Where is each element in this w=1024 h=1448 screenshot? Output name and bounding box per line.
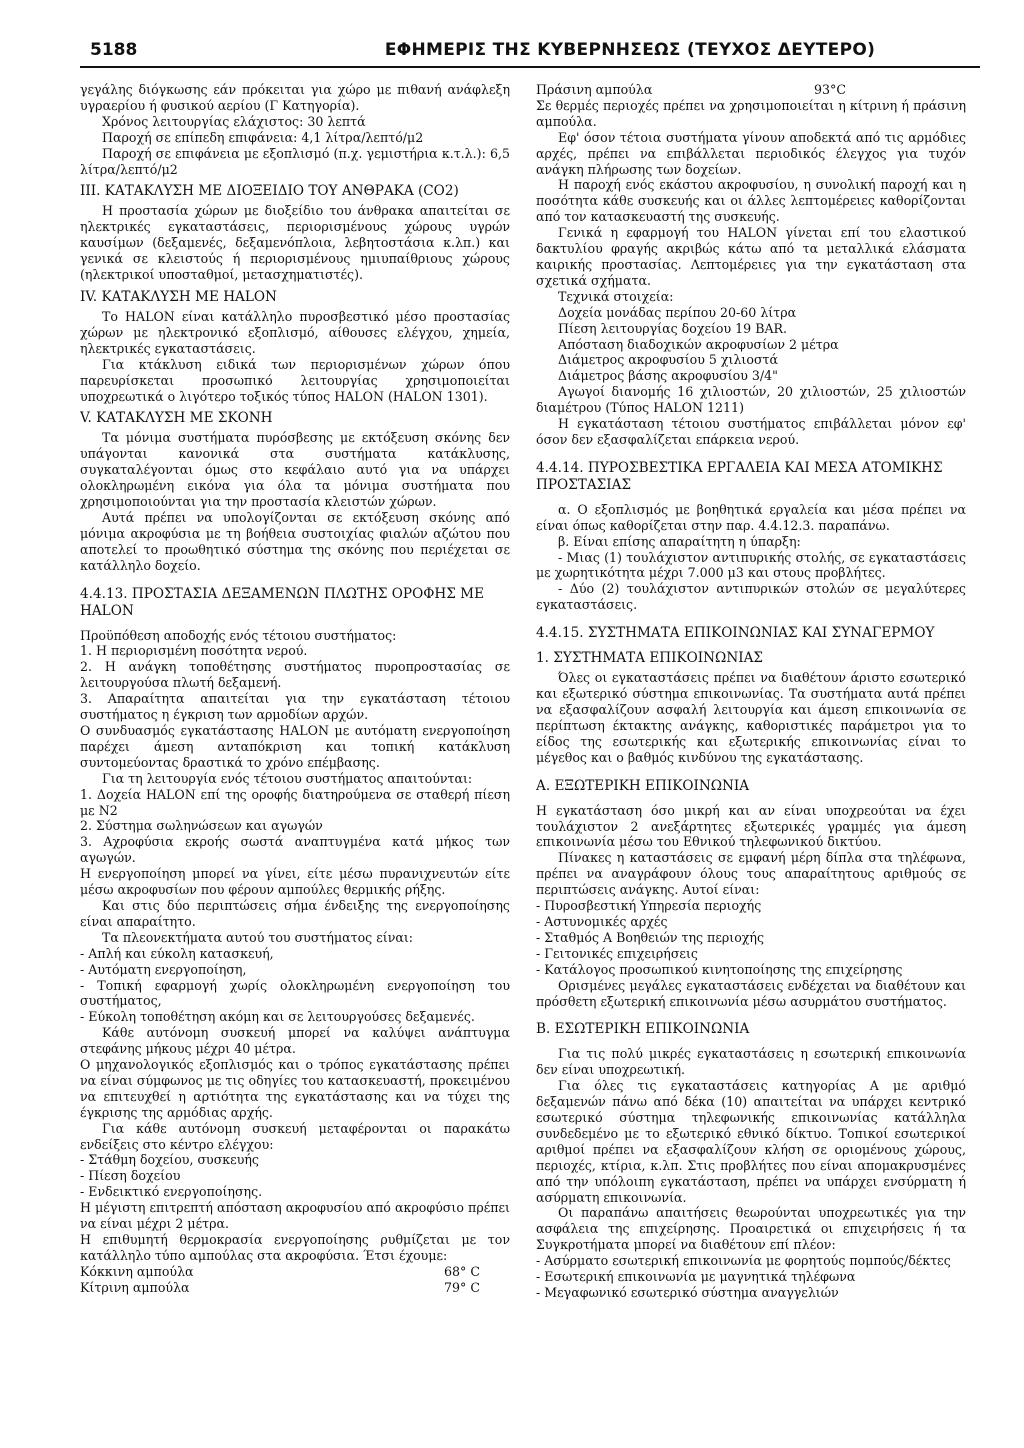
temperature-row [536, 82, 966, 98]
paragraph: Απόσταση διαδοχικών ακροφυσίων 2 μέτρα [558, 336, 839, 352]
paragraph: Χρόνος λειτουργίας ελάχιστος: 30 λεπτά [102, 113, 366, 129]
section-heading: Β. ΕΣΩΤΕΡΙΚΗ ΕΠΙΚΟΙΝΩΝΙΑ [536, 1021, 750, 1038]
paragraph: Η εγκατάσταση όσο μικρή και αν είναι υποχρεούται να έχει τουλάχιστον 2 ανεξάρτητες εξωτερικές γραμμές για άμεση επικοινωνία μέσω του Εθνικού τηλεφωνικού δικτύου. [536, 802, 966, 850]
paragraph: 1. Δοχεία HALON επί της οροφής διατηρούμενα σε σταθερή πίεση με N2 [80, 786, 510, 818]
section-heading: III. ΚΑΤΑΚΛΥΣΗ ΜΕ ΔΙΟΞΕΙΔΙΟ ΤΟΥ ΑΝΘΡΑΚΑ (CO2) [80, 183, 459, 200]
paragraph: Παροχή σε επιφάνεια με εξοπλισμό (π.χ. γεμιστήρια κ.τ.λ.): 6,5 λίτρα/λεπτό/μ2 [80, 145, 510, 177]
temperature-value: 93°C [814, 82, 846, 97]
paragraph: Για κτάκλυση ειδικά των περιορισμένων χώρων όπου παρευρίσκεται προσωπικό λειτουργίας χρησιμοποιείται υποχρεωτικά ο λιγότερο τοξικός τύπος HALON (HALON 1301). [80, 356, 510, 404]
paragraph: Η ενεργοποίηση μπορεί να γίνει, είτε μέσω πυρανιχνευτών είτε μέσω ακροφυσίων που φέρουν αμπούλες θερμικής ρήξης. [80, 866, 510, 898]
paragraph: - Τοπική εφαρμογή χωρίς ολοκληρωμένη ενεργοποίηση του συστήματος, [80, 977, 510, 1009]
paragraph: 1. Η περιορισμένη ποσότητα νερού. [80, 643, 308, 659]
paragraph: Η επιθυμητή θερμοκρασία ενεργοποίησης ρυθμίζεται με τον κατάλληλο τύπο αμπούλας στα ακροφύσια. Έτσι έχουμε: [80, 1232, 510, 1263]
paragraph: - Κατάλογος προσωπικού κινητοποίησης της επιχείρησης [536, 961, 903, 977]
temperature-label: Πράσινη αμπούλα [536, 82, 653, 97]
paragraph: Η προστασία χώρων με διοξείδιο του άνθρακα απαιτείται σε ηλεκτρικές εγκαταστάσεις, περιορισμένους χώρους υγρών καυσίμων (δεξαμενές, δεξαμενόπλοια, λεβητοστάσια κ.λπ.) και γενικά σε κλειστούς ή περιορισμένους ημιυπαίθριους χώρους (ηλεκτρικοί υποσταθμοί, μετασχηματιστές). [80, 203, 510, 283]
paragraph: Γενικά η εφαρμογή του HALON γίνεται επί του ελαστικού δακτυλίου φραγής ακριβώς κάτω από τα μεταλλικά ελάσματα καιρικής προστασίας. Λεπτομέρειες για την εγκατάσταση στα σχετικά σχήματα. [536, 225, 966, 288]
paragraph: Τα μόνιμα συστήματα πυρόσβεσης με εκτόξευση σκόνης δεν υπάγονται κανονικά στα συστήματα κατάκλυσης, συγκαταλέγονται όμως στο κεφάλαιο αυτό για να υπάρχει ολοκληρωμένη εικόνα για όλα τα μόνιμα συστήματα που χρησιμοποιούνται για την προστασία κλειστών χώρων. [80, 430, 510, 510]
paragraph: - Αυτόματη ενεργοποίηση, [80, 961, 247, 977]
right-column [536, 82, 966, 1422]
paragraph: 3. Απαραίτητα απαιτείται για την εγκατάσταση τέτοιου συστήματος η έγκριση των αρμοδίων αρχών. [80, 691, 510, 723]
section-heading: IV. ΚΑΤΑΚΛΥΣΗ ΜΕ HALON [80, 288, 277, 305]
paragraph: Πίνακες η καταστάσεις σε εμφανή μέρη δίπλα στα τηλέφωνα, πρέπει να αναγράφουν όλους τους απαραίτητους αριθμούς σε περιπτώσεις ανάγκης. Αυτοί είναι: [536, 850, 966, 898]
section-heading: 4.4.13. ΠΡΟΣΤΑΣΙΑ ΔΕΞΑΜΕΝΩΝ ΠΛΩΤΗΣ ΟΡΟΦΗΣ ΜΕ HALON [80, 585, 484, 619]
paragraph: Ο συνδυασμός εγκατάστασης HALON με αυτόματη ενεργοποίηση παρέχει άμεση ανταπόκριση και τοπική κατάκλυση συντομεύοντας δραστικά το χρόνο επέμβασης. [80, 723, 510, 770]
temperature-value: 68° C [444, 1263, 480, 1279]
paragraph: - Μιας (1) τουλάχιστον αντιπυρικής στολής, σε εγκαταστάσεις με χωρητικότητα μέχρι 7.000 μ3 και στους προβλήτες. [536, 549, 966, 581]
temperature-row [80, 1264, 510, 1280]
paragraph: Παροχή σε επίπεδη επιφάνεια: 4,1 λίτρα/λεπτό/μ2 [102, 129, 424, 145]
paragraph: 2. Η ανάγκη τοποθέτησης συστήματος πυροπροστασίας σε λειτουργούσα πλωτή δεξαμενή. [80, 659, 510, 691]
paragraph: - Ασύρματο εσωτερική επικοινωνία με φορητούς πομπούς/δέκτες [536, 1253, 951, 1269]
page-header [80, 36, 980, 68]
paragraph: Τεχνικά στοιχεία: [558, 288, 674, 304]
paragraph: - Εύκολη τοποθέτηση ακόμη και σε λειτουργούσες δεξαμενές. [80, 1009, 475, 1025]
paragraph: Και στις δύο περιπτώσεις σήμα ένδειξης της ενεργοποίησης είναι απαραίτητο. [80, 897, 510, 929]
paragraph: Για όλες τις εγκαταστάσεις κατηγορίας Α με αριθμό δεξαμενών πάνω από δέκα (10) απαιτείται να υπάρχει κεντρικό εσωτερικό σύστημα τηλεφωνικής επικοινωνίας κατάλληλα συνδεδεμένο με το εξωτερικό εθνικό δίκτυο. Τοπικοί εσωτερικοί αριθμοί πρέπει να εξασφαλίζουν κλήση σε οριομένους χώρους, περιοχές, κτίρια, κ.λπ. Στις προβλήτες που είναι απομακρυσμένες από την υπόλοιπη εγκατάσταση, πρέπει να υπάρχει ενσύρματη ή ασύρματη επικοινωνία. [536, 1078, 966, 1205]
temperature-row [80, 1280, 510, 1296]
paragraph: Όλες οι εγκαταστάσεις πρέπει να διαθέτουν άριστο εσωτερικό και εξωτερικό σύστημα επικοινωνίας. Τα συστήματα αυτά πρέπει να εξασφαλίζουν ασφαλή λειτουργία και άμεση επικοινωνία σε περίπτωση έκτακτης ανάγκης, καθοριστικές παράμετροι για το είδος της εσωτερικής και εξωτερικής επικοινωνίας είναι το μέγεθος και ο βαθμός κινδύνου της εγκατάστασης. [536, 670, 966, 765]
paragraph: - Δύο (2) τουλάχιστον αντιπυρικών στολών σε μεγαλύτερες εγκαταστάσεις. [536, 581, 966, 613]
section-heading: V. ΚΑΤΑΚΛΥΣΗ ΜΕ ΣΚΟΝΗ [80, 410, 273, 427]
paragraph: Αγωγοί διανομής 16 χιλιοστών, 20 χιλιοστών, 25 χιλιοστών διαμέτρου (Τύπος HALON 1211) [536, 384, 966, 416]
paragraph: Πίεση λειτουργίας δοχείου 19 BAR. [558, 320, 788, 336]
paragraph: - Αστυνομικές αρχές [536, 913, 668, 929]
paragraph: - Στάθμη δοχείου, συσκευής [80, 1152, 259, 1168]
temperature-value: 79° C [444, 1279, 480, 1295]
paragraph: Για κάθε αυτόνομη συσκευή μεταφέρονται οι παρακάτω ενδείξεις στο κέντρο ελέγχου: [80, 1120, 510, 1152]
paragraph: - Πίεση δοχείου [80, 1168, 181, 1184]
paragraph: Η μέγιστη επιτρεπτή απόσταση ακροφυσίου από ακροφύσιο πρέπει να είναι μέχρι 2 μέτρα. [80, 1200, 510, 1232]
paragraph: Ο μηχανολογικός εξοπλισμός και ο τρόπος εγκατάστασης πρέπει να είναι σύμφωνος με τις οδηγίες του κατασκευαστή, προκειμένου να επιτευχθεί η αρτιότητα της εγκατάστασης και να τύχει της έγκρισης της αρμόδιας αρχής. [80, 1057, 510, 1120]
paragraph: Για τις πολύ μικρές εγκαταστάσεις η εσωτερική επικοινωνία δεν είναι υποχρεωτική. [536, 1046, 966, 1078]
paragraph: Ορισμένες μεγάλες εγκαταστάσεις ενδέχεται να διαθέτουν και πρόσθετη εξωτερική επικοινωνία μέσω ασυρμάτου συστήματος. [536, 977, 966, 1009]
paragraph: Η εγκατάσταση τέτοιου συστήματος επιβάλλεται μόνον εφ' όσον δεν εξασφαλίζεται επάρκεια νερού. [536, 416, 966, 447]
paragraph: - Πυροσβεστική Υπηρεσία περιοχής [536, 898, 762, 914]
journal-title: ΕΦΗΜΕΡΙΣ ΤΗΣ ΚΥΒΕΡΝΗΣΕΩΣ (ΤΕΥΧΟΣ ΔΕΥΤΕΡΟ) [384, 40, 876, 60]
paragraph: Το HALON είναι κατάλληλο πυροσβεστικό μέσο προστασίας χώρων με ηλεκτρονικό εξοπλισμό, αίθουσες ελέγχου, χημεία, ηλεκτρικές εγκαταστάσεις. [80, 308, 510, 356]
page-number: 5188 [90, 40, 138, 60]
paragraph: Διάμετρος βάσης ακροφυσίου 3/4" [558, 368, 778, 384]
paragraph: Διάμετρος ακροφυσίου 5 χιλιοστά [558, 352, 779, 368]
paragraph: Σε θερμές περιοχές πρέπει να χρησιμοποιείται η κίτρινη ή πράσινη αμπούλα. [536, 97, 966, 129]
left-column [80, 82, 510, 1422]
paragraph: α. Ο εξοπλισμός με βοηθητικά εργαλεία και μέσα πρέπει να είναι όπως καθορίζεται στην παρ. 4.4.12.3. παραπάνω. [536, 501, 966, 533]
paragraph: Τα πλεονεκτήματα αυτού του συστήματος είναι: [102, 929, 414, 945]
paragraph: 3. Αχροφύσια εκροής σωστά αναπτυγμένα κατά μήκος των αγωγών. [80, 834, 510, 866]
paragraph: Οι παραπάνω απαιτήσεις θεωρούνται υποχρεωτικές για την ασφάλεια της επιχείρησης. Προαιρετικά οι επιχειρήσεις ή τα Συγκροτήματα μπορεί να διαθέτουν επί πλέον: [536, 1205, 966, 1253]
section-heading: 4.4.14. ΠΥΡΟΣΒΕΣΤΙΚΑ ΕΡΓΑΛΕΙΑ ΚΑΙ ΜΕΣΑ ΑΤΟΜΙΚΗΣ ΠΡΟΣΤΑΣΙΑΣ [536, 459, 943, 493]
paragraph: Εφ' όσον τέτοια συστήματα γίνουν αποδεκτά από τις αρμόδιες αρχές, πρέπει να επιβάλλεται περιοδικός έλεγχος για τυχόν ανάγκη πλήρωσης των δοχείων. [536, 129, 966, 177]
temperature-label: Κόκκινη αμπούλα [80, 1263, 194, 1279]
paragraph: Δοχεία μονάδας περίπου 20-60 λίτρα [558, 304, 797, 320]
paragraph: - Μεγαφωνικό εσωτερικό σύστημα αναγγελιών [536, 1285, 839, 1300]
paragraph: - Εσωτερική επικοινωνία με μαγνητικά τηλέφωνα [536, 1269, 856, 1285]
paragraph: γεγάλης διόγκωσης εάν πρόκειται για χώρο με πιθανή ανάφλεξη υγραερίου ή φυσικού αερίου (Γ Κατηγορία). [80, 82, 510, 113]
paragraph: Προϋπόθεση αποδοχής ενός τέτοιου συστήματος: [80, 627, 397, 643]
section-heading: 1. ΣΥΣΤΗΜΑΤΑ ΕΠΙΚΟΙΝΩΝΙΑΣ [536, 650, 764, 667]
section-heading: 4.4.15. ΣΥΣΤΗΜΑΤΑ ΕΠΙΚΟΙΝΩΝΙΑΣ ΚΑΙ ΣΥΝΑΓΕΡΜΟΥ [536, 625, 935, 642]
temperature-label: Κίτρινη αμπούλα [80, 1279, 190, 1295]
paragraph: Αυτά πρέπει να υπολογίζονται σε εκτόξευση σκόνης από μόνιμα ακροφύσια με τη βοήθεια συστοιχίας φιαλών αζώτου που αποτελεί το προωθητικό σύστημα της σκόνης που περιέχεται σε κατάλληλο δοχείο. [80, 509, 510, 573]
paragraph: β. Είναι επίσης απαραίτητη η ύπαρξη: [558, 533, 801, 549]
paragraph: Κάθε αυτόνομη συσκευή μπορεί να καλύψει ανάπτυγμα στεφάνης μήκους μέχρι 40 μέτρα. [80, 1025, 510, 1057]
paragraph: Η παροχή ενός εκάστου ακροφυσίου, η συνολική παροχή και η ποσότητα κάθε συσκευής και οι άλλες λεπτομέρειες καθορίζονται από τον κατασκευαστή της συσκευής. [536, 177, 966, 225]
paragraph: - Σταθμός Α Βοηθειών της περιοχής [536, 929, 765, 945]
paragraph: - Απλή και εύκολη κατασκευή, [80, 945, 274, 961]
section-heading: Α. ΕΞΩΤΕΡΙΚΗ ΕΠΙΚΟΙΝΩΝΙΑ [536, 777, 750, 794]
paragraph: Για τη λειτουργία ενός τέτοιου συστήματος απαιτούνται: [102, 770, 473, 786]
paragraph: - Γειτονικές επιχειρήσεις [536, 945, 698, 961]
paragraph: 2. Σύστημα σωληνώσεων και αγωγών [80, 818, 323, 834]
paragraph: - Ενδεικτικό ενεργοποίησης. [80, 1184, 263, 1200]
